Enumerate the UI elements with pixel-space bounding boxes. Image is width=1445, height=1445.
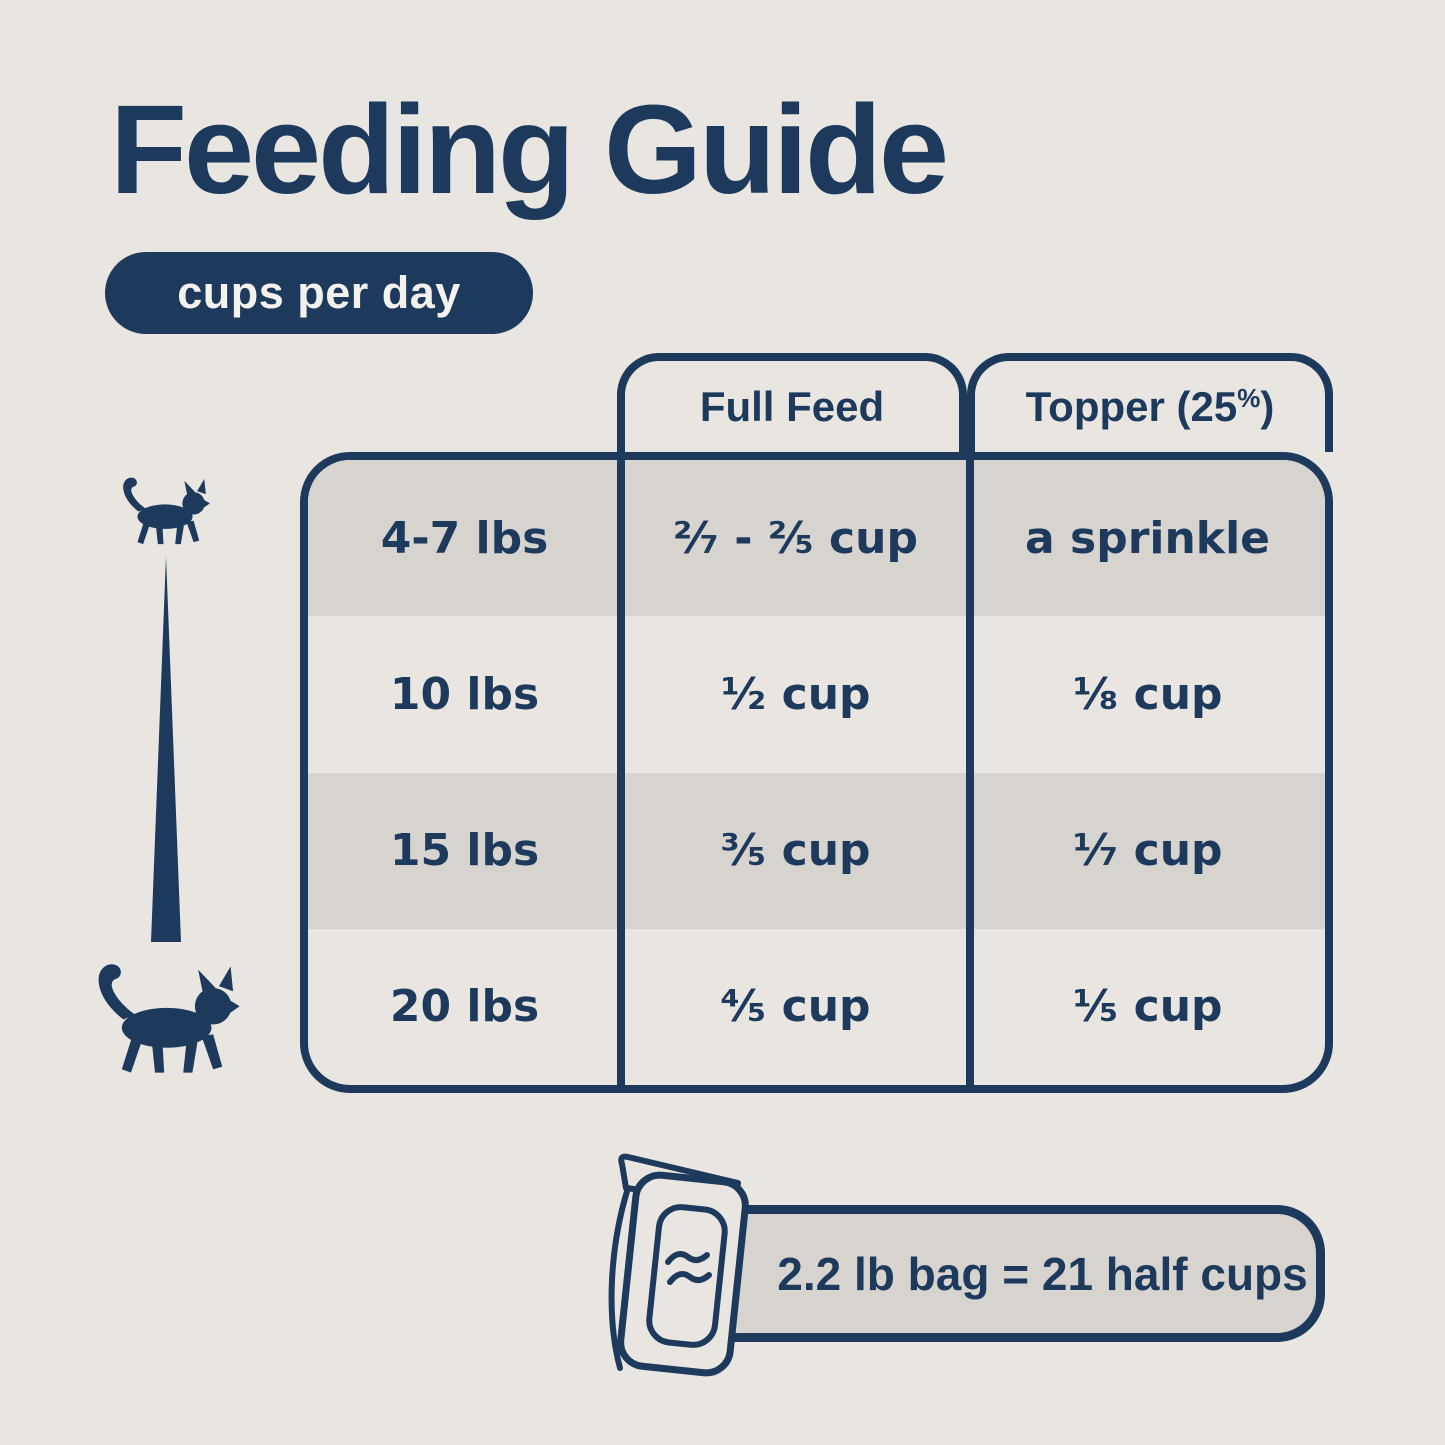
table-row — [308, 929, 1325, 1085]
topper-cell: ¹⁄₈ cup — [1072, 668, 1223, 720]
page-title: Feeding Guide — [110, 79, 947, 220]
large-cat-icon — [82, 952, 248, 1082]
topper-header-text: Topper (25 — [1025, 382, 1238, 430]
full-feed-cell: ³⁄₅ cup — [720, 825, 871, 877]
full-feed-cell: ¹⁄₂ cup — [720, 668, 871, 720]
table-row — [308, 616, 1325, 772]
size-gradient-triangle — [151, 556, 181, 942]
feeding-table — [300, 452, 1333, 1093]
cups-per-day-label: cups per day — [177, 267, 461, 318]
topper-cell: ¹⁄₅ cup — [1072, 981, 1223, 1033]
header-tab-topper — [967, 353, 1333, 452]
small-cat-icon — [113, 470, 215, 550]
topper-percent-sign: % — [1237, 382, 1261, 413]
column-divider — [617, 460, 625, 1085]
weight-cell: 15 lbs — [389, 825, 540, 877]
bag-note-label: 2.2 lb bag = 21 half cups — [777, 1247, 1308, 1300]
topper-cell: ¹⁄₇ cup — [1072, 825, 1223, 877]
column-divider — [966, 460, 974, 1085]
weight-cell: 20 lbs — [389, 981, 540, 1033]
full-feed-header-label: Full Feed — [699, 382, 885, 430]
topper-header-close-paren: ) — [1260, 382, 1275, 430]
topper-cell: a sprinkle — [1025, 512, 1270, 564]
weight-cell: 10 lbs — [389, 668, 540, 720]
cups-per-day-pill — [105, 252, 533, 334]
food-bag-icon — [588, 1146, 783, 1396]
full-feed-cell: ⁴⁄₅ cup — [720, 981, 871, 1033]
header-tab-full-feed — [617, 353, 967, 452]
full-feed-cell: ²⁄₇ - ²⁄₅ cup — [673, 512, 918, 564]
table-row — [308, 773, 1325, 929]
weight-cell: 4-7 lbs — [380, 512, 549, 564]
topper-header-label — [1026, 383, 1275, 431]
feeding-table-rows — [308, 460, 1325, 1085]
table-row — [308, 460, 1325, 616]
